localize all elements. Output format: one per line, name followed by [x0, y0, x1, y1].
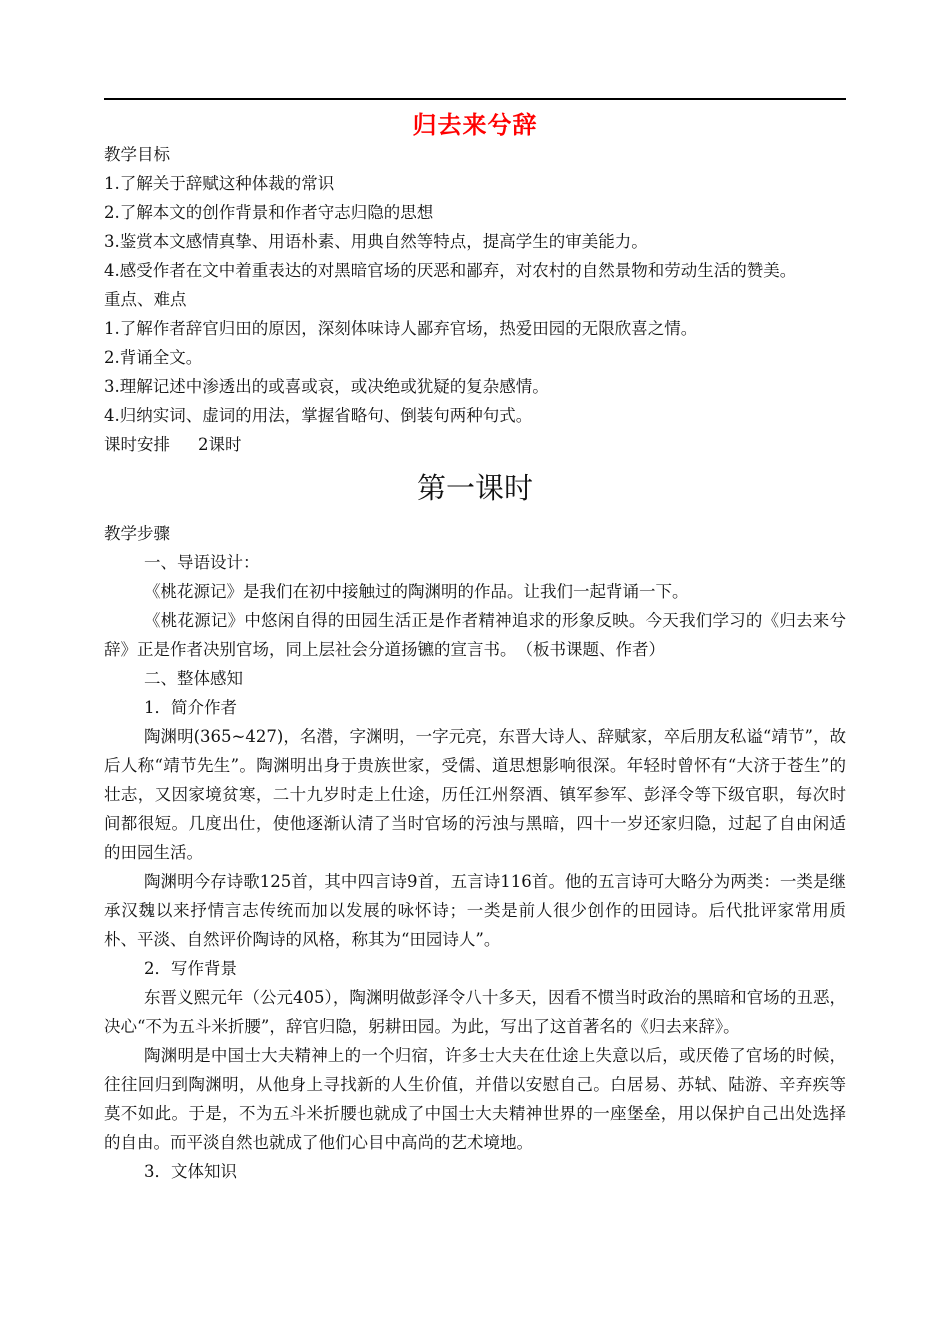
section-heading: 二、整体感知: [144, 669, 243, 688]
objective-item: 4.感受作者在文中着重表达的对黑暗官场的厌恶和鄙弃，对农村的自然景物和劳动生活的赞美。: [104, 261, 797, 280]
paragraph: 陶渊明(365~427)，名潜，字渊明，一字元亮，东晋大诗人、辞赋家，卒后朋友私谥“靖节”，故后人称“靖节先生”。陶渊明出身于贵族世家，受儒、道思想影响很深。年轻时曾怀有“大济于苍生”的壮志，又因家境贫寒，二十九岁时走上仕途，历任江州祭酒、镇军参军、彭泽令等下级官职，每次时间都很短。几度出仕，使他逐渐认清了当时官场的污浊与黑暗，四十一岁还家归隐，过起了自由闲适的田园生活。: [104, 727, 846, 862]
subsection-heading: 1．简介作者: [144, 698, 237, 717]
paragraph: 陶渊明是中国士大夫精神上的一个归宿，许多士大夫在仕途上失意以后，或厌倦了官场的时候，往往回归到陶渊明，从他身上寻找新的人生价值，并借以安慰自己。白居易、苏轼、陆游、辛弃疾等莫不如此。于是，不为五斗米折腰也就成了中国士大夫精神世界的一座堡垒，用以保护自己出处选择的自由。而平淡自然也就成了他们心目中高尚的艺术境地。: [104, 1046, 846, 1152]
keypoint-item: 3.理解记述中渗透出的或喜或哀，或决绝或犹疑的复杂感情。: [104, 377, 549, 396]
subsection-heading: 3．文体知识: [144, 1162, 237, 1181]
objective-item: 3.鉴赏本文感情真挚、用语朴素、用典自然等特点，提高学生的审美能力。: [104, 232, 648, 251]
keypoint-item: 4.归纳实词、虚词的用法，掌握省略句、倒装句两种句式。: [104, 406, 533, 425]
paragraph: 陶渊明今存诗歌125首，其中四言诗9首，五言诗116首。他的五言诗可大略分为两类：一类是继承汉魏以来抒情言志传统而加以发展的咏怀诗；一类是前人很少创作的田园诗。后代批评家常用质朴、平淡、自然评价陶诗的风格，称其为“田园诗人”。: [104, 872, 846, 949]
page-title: 归去来兮辞: [412, 111, 538, 139]
lesson-title: 第一课时: [416, 471, 533, 505]
objective-item: 1.了解关于辞赋这种体裁的常识: [104, 174, 335, 193]
schedule-line: [104, 430, 846, 459]
objective-item: 2.了解本文的创作背景和作者守志归隐的思想: [104, 203, 434, 222]
keypoints-heading: 重点、难点: [104, 290, 187, 309]
keypoint-item: 2.背诵全文。: [104, 348, 203, 367]
document-body: [104, 140, 846, 1186]
header-rule: [104, 98, 846, 100]
section-heading: 一、导语设计：: [144, 553, 260, 572]
keypoint-item: 1.了解作者辞官归田的原因，深刻体味诗人鄙弃官场，热爱田园的无限欣喜之情。: [104, 319, 698, 338]
schedule-value: 2课时: [198, 435, 242, 454]
paragraph: 《桃花源记》是我们在初中接触过的陶渊明的作品。让我们一起背诵一下。: [144, 582, 689, 601]
steps-heading: 教学步骤: [104, 524, 170, 543]
paragraph: 《桃花源记》中悠闲自得的田园生活正是作者精神追求的形象反映。今天我们学习的《归去来兮辞》正是作者决别官场，同上层社会分道扬镳的宣言书。 （板书课题、作者）: [104, 611, 846, 659]
subsection-heading: 2．写作背景: [144, 959, 237, 978]
paragraph: 东晋义熙元年（公元405），陶渊明做彭泽令八十多天，因看不惯当时政治的黑暗和官场的丑恶，决心“不为五斗米折腰”，辞官归隐，躬耕田园。为此，写出了这首著名的《归去来辞》。: [104, 988, 846, 1036]
schedule-label: 课时安排: [104, 435, 170, 454]
objectives-heading: 教学目标: [104, 145, 170, 164]
